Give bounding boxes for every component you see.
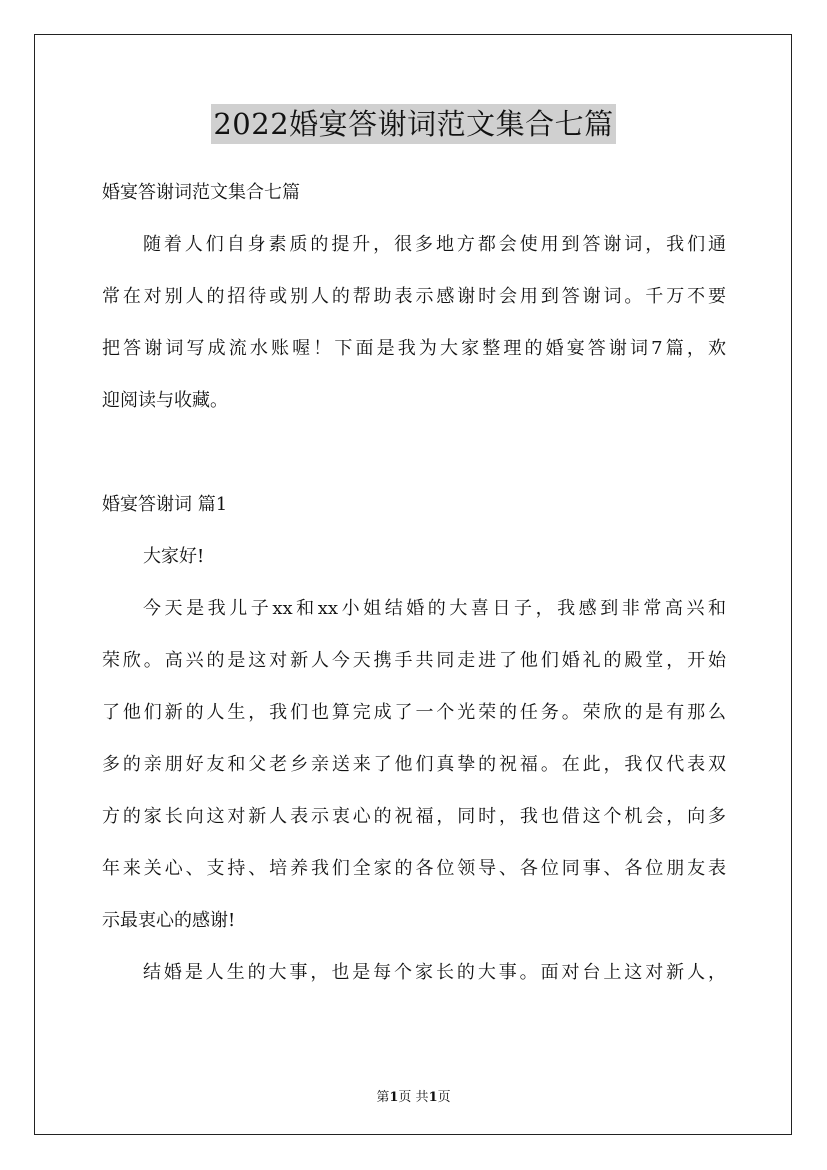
paragraph1-line-3: 了他们新的人生，我们也算完成了一个光荣的任务。荣欣的是有那么 bbox=[102, 702, 726, 723]
document-body bbox=[102, 176, 726, 1008]
section-spacer bbox=[102, 436, 726, 488]
intro-line-4: 迎阅读与收藏。 bbox=[102, 390, 228, 411]
document-title: 2022婚宴答谢词范文集合七篇 bbox=[211, 104, 615, 144]
intro-line-3: 把答谢词写成流水账喔！下面是我为大家整理的婚宴答谢词7篇，欢 bbox=[102, 338, 726, 359]
intro-line-2: 常在对别人的招待或别人的帮助表示感谢时会用到答谢词。千万不要 bbox=[102, 286, 726, 307]
paragraph1-line-4: 多的亲朋好友和父老乡亲送来了他们真挚的祝福。在此，我仅代表双 bbox=[102, 754, 726, 775]
page-current: 1 bbox=[389, 1090, 399, 1105]
paragraph1-line-6: 年来关心、支持、培养我们全家的各位领导、各位同事、各位朋友表 bbox=[102, 858, 726, 879]
page-prefix: 第 bbox=[376, 1090, 390, 1105]
paragraph1-line-7: 示最衷心的感谢! bbox=[102, 910, 236, 931]
greeting: 大家好! bbox=[143, 546, 205, 567]
page-total: 1 bbox=[428, 1090, 438, 1105]
page-number bbox=[0, 1086, 827, 1105]
section-heading: 婚宴答谢词 篇1 bbox=[102, 494, 228, 515]
title-container bbox=[0, 104, 827, 144]
intro-line-1: 随着人们自身素质的提升，很多地方都会使用到答谢词，我们通 bbox=[143, 234, 726, 255]
paragraph2-line-1: 结婚是人生的大事，也是每个家长的大事。面对台上这对新人， bbox=[143, 962, 726, 983]
document-subtitle: 婚宴答谢词范文集合七篇 bbox=[102, 182, 300, 203]
page-mid: 页 共 bbox=[398, 1090, 429, 1105]
paragraph1-line-5: 方的家长向这对新人表示衷心的祝福，同时，我也借这个机会，向多 bbox=[102, 806, 726, 827]
paragraph1-line-2: 荣欣。高兴的是这对新人今天携手共同走进了他们婚礼的殿堂，开始 bbox=[102, 650, 726, 671]
page-suffix: 页 bbox=[437, 1090, 451, 1105]
paragraph1-line-1: 今天是我儿子xx和xx小姐结婚的大喜日子，我感到非常高兴和 bbox=[143, 598, 726, 619]
